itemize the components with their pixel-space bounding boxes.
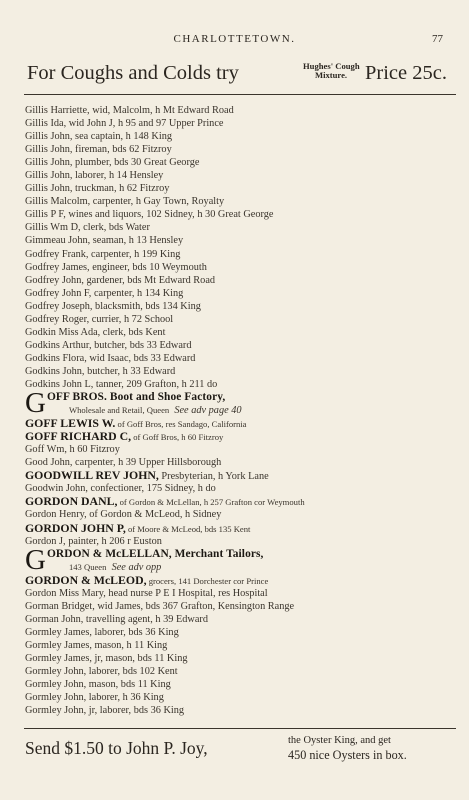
directory-entry: Gillis Malcolm, carpenter, h Gay Town, Royalty xyxy=(25,196,225,208)
top-ad-product-line1: Hughes' Cough xyxy=(303,61,360,71)
directory-entry: Gormley John, mason, bds 11 King xyxy=(25,679,171,691)
bottom-ad-text: Send $1.50 to John P. Joy, xyxy=(25,738,208,758)
bold-name: GORDON & McLEOD, xyxy=(25,573,147,587)
bottom-rule xyxy=(24,728,456,729)
directory-entry: Goodwin John, confectioner, 175 Sidney, h do xyxy=(25,483,216,495)
drop-cap: G xyxy=(25,387,46,420)
directory-entry: Gormley James, jr, mason, bds 11 King xyxy=(25,652,188,664)
top-advertisement xyxy=(25,58,455,88)
directory-entry: Godkins Flora, wid Isaac, bds 33 Edward xyxy=(25,352,196,364)
running-title: CHARLOTTETOWN. xyxy=(173,33,296,45)
top-rule xyxy=(24,94,456,95)
directory-entry: Gillis John, sea captain, h 148 King xyxy=(25,131,172,143)
directory-entry: Gormley John, jr, laborer, bds 36 King xyxy=(25,705,185,717)
bottom-ad-line1: the Oyster King, and get xyxy=(288,735,391,746)
bold-name: GOFF LEWIS W. xyxy=(25,417,116,431)
directory-entry: Gormley John, laborer, h 36 King xyxy=(25,692,164,704)
directory-entry: Gordon Henry, of Gordon & McLeod, h Sidney xyxy=(25,509,222,521)
directory-entry-continuation xyxy=(47,561,455,574)
directory-entry: Gormley John, laborer, bds 102 Kent xyxy=(25,666,178,678)
directory-entry xyxy=(25,495,455,508)
running-head xyxy=(0,33,469,47)
directory-entry xyxy=(25,469,455,482)
directory-entry: Gillis P F, wines and liquors, 102 Sidney, h 30 Great George xyxy=(25,209,274,221)
directory-entry: Gormley James, laborer, bds 36 King xyxy=(25,626,179,638)
entry-detail: grocers, 141 Dorchester cor Prince xyxy=(146,575,269,586)
top-ad-product xyxy=(303,62,359,80)
directory-entry: Gimmeau John, seaman, h 13 Hensley xyxy=(25,235,184,247)
business-detail: 143 Queen xyxy=(68,561,107,572)
directory-entry: Godfrey Joseph, blacksmith, bds 134 King xyxy=(25,300,201,312)
page-number: 77 xyxy=(432,33,443,45)
directory-entries xyxy=(25,104,455,717)
directory-entry: Gordon Miss Mary, head nurse P E I Hospital, res Hospital xyxy=(25,587,268,599)
directory-entry: Godfrey Frank, carpenter, h 199 King xyxy=(25,248,181,260)
directory-entry xyxy=(25,574,455,587)
directory-entry: Godkins Arthur, butcher, bds 33 Edward xyxy=(25,339,192,351)
entry-detail: of Moore & McLeod, bds 135 Kent xyxy=(125,523,251,534)
directory-entry: Godfrey Roger, currier, h 72 School xyxy=(25,313,174,325)
bold-name: GOFF RICHARD C, xyxy=(25,430,132,444)
bold-name: GORDON DANL, xyxy=(25,495,118,509)
top-ad-text: For Coughs and Colds try xyxy=(27,62,239,84)
directory-entry: Godfrey John, gardener, bds Mt Edward Road xyxy=(25,274,216,286)
directory-entry xyxy=(25,417,455,430)
directory-entry: Gillis John, laborer, h 14 Hensley xyxy=(25,170,164,182)
bold-name: GOODWILL REV JOHN, xyxy=(25,469,159,483)
advert-reference: See adv page 40 xyxy=(174,405,242,417)
top-ad-product-line2: Mixture. xyxy=(314,70,348,80)
directory-entry: Gillis John, plumber, bds 30 Great George xyxy=(25,157,200,169)
directory-entry: Godkins John L, tanner, 209 Grafton, h 211 do xyxy=(25,378,218,390)
directory-entry: Good John, carpenter, h 39 Upper Hillsborough xyxy=(25,457,222,469)
directory-entry: Gormley James, mason, h 11 King xyxy=(25,639,168,651)
business-name: ORDON & McLELLAN, Merchant Tailors, xyxy=(46,547,264,560)
directory-entry: Gillis John, truckman, h 62 Fitzroy xyxy=(25,183,170,195)
directory-entry: Gorman Bridget, wid James, bds 367 Grafton, Kensington Range xyxy=(25,600,295,612)
directory-entry: Gillis Ida, wid John J, h 95 and 97 Upper Prince xyxy=(25,118,224,130)
directory-entry-continuation xyxy=(47,404,455,417)
directory-entry: Gorman John, travelling agent, h 39 Edward xyxy=(25,613,209,625)
directory-entry: Gordon J, painter, h 206 r Euston xyxy=(25,535,162,547)
directory-entry: Godfrey James, engineer, bds 10 Weymouth xyxy=(25,261,207,273)
entry-detail: Presbyterian, h York Lane xyxy=(158,471,269,483)
bottom-advertisement xyxy=(25,735,457,767)
directory-entry: Goff Wm, h 60 Fitzroy xyxy=(25,444,120,456)
directory-entry: Godkin Miss Ada, clerk, bds Kent xyxy=(25,326,166,338)
advert-reference: See adv opp xyxy=(111,561,162,573)
directory-entry: Gillis Harriette, wid, Malcolm, h Mt Edward Road xyxy=(25,105,234,116)
directory-entry: Godkins John, butcher, h 33 Edward xyxy=(25,365,176,377)
bottom-ad-line2: 450 nice Oysters in box. xyxy=(288,748,407,762)
directory-entry: Gillis John, fireman, bds 62 Fitzroy xyxy=(25,144,172,156)
top-ad-price: Price 25c. xyxy=(365,62,447,84)
business-detail: Wholesale and Retail, Queen xyxy=(68,405,170,416)
entry-detail: of Goff Bros, res Sandago, California xyxy=(115,419,247,430)
drop-cap: G xyxy=(25,543,46,576)
directory-entry xyxy=(25,522,455,535)
directory-entry: Gillis Wm D, clerk, bds Water xyxy=(25,222,150,234)
entry-detail: of Gordon & McLellan, h 257 Grafton cor Weymouth xyxy=(117,497,305,508)
bold-name: GORDON JOHN P, xyxy=(25,521,126,535)
entry-detail: of Goff Bros, h 60 Fitzroy xyxy=(131,432,224,443)
business-name: OFF BROS. Boot and Shoe Factory, xyxy=(46,391,226,404)
directory-entry xyxy=(25,430,455,443)
directory-entry: Godfrey John F, carpenter, h 134 King xyxy=(25,287,184,299)
